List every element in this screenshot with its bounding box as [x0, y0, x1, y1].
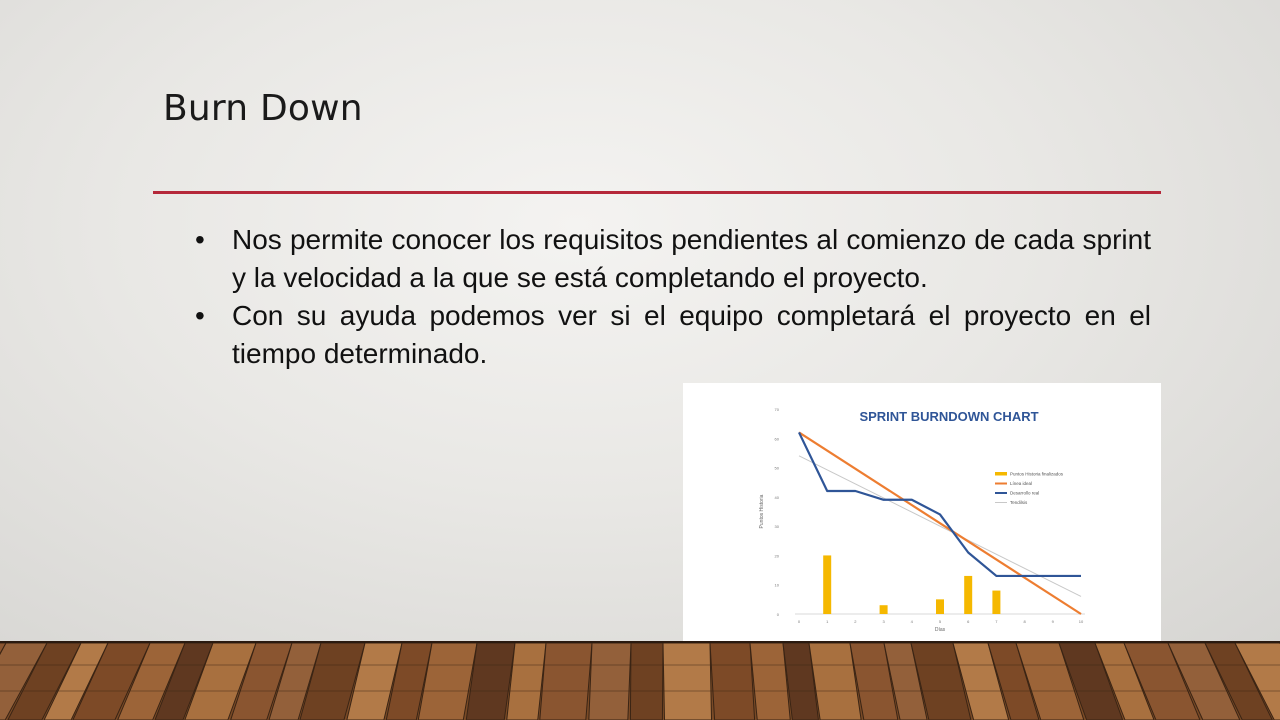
- x-tick-label: 4: [910, 619, 913, 624]
- floor-plank: [630, 643, 663, 720]
- x-tick-label: 0: [797, 619, 801, 624]
- legend-swatch: [995, 472, 1007, 476]
- x-tick-label: 3: [882, 619, 885, 624]
- y-tick-label: 30: [774, 524, 779, 530]
- x-tick-label: 8: [1023, 619, 1026, 624]
- x-tick-label: 1: [826, 619, 829, 624]
- x-tick-label: 10: [1078, 619, 1084, 624]
- floor-plank: [589, 643, 631, 720]
- chart-bar: [823, 555, 831, 614]
- burndown-chart: [683, 383, 1161, 641]
- slide-title: Burn Down: [163, 88, 363, 129]
- y-tick-label: 70: [774, 407, 779, 412]
- legend-label: Tendilsis: [1010, 500, 1028, 506]
- x-tick-label: 6: [967, 619, 970, 624]
- chart-bar: [992, 591, 1000, 614]
- chart-bar: [964, 576, 972, 614]
- x-tick-label: 2: [854, 619, 857, 624]
- y-tick-label: 50: [774, 465, 779, 471]
- title-divider: [153, 191, 1161, 194]
- burndown-chart-image: [683, 383, 1161, 641]
- y-tick-label: 10: [774, 582, 779, 588]
- chart-bar: [880, 605, 888, 614]
- floor-plank: [540, 643, 592, 720]
- y-tick-label: 20: [774, 553, 779, 559]
- floor-plank: [710, 643, 755, 720]
- legend-label: Línea ideal: [1010, 481, 1033, 487]
- bullet-text: Con su ayuda podemos ver si el equipo completará el proyecto en el tiempo determinado.: [232, 300, 1151, 369]
- bullet-dot-icon: •: [195, 300, 205, 331]
- floor-plank: [663, 643, 712, 720]
- bullet-list: [195, 221, 1151, 373]
- x-tick-label: 5: [938, 619, 942, 624]
- legend-label: Puntos Historia finalizados: [1010, 471, 1064, 477]
- wood-floor-planks: [0, 643, 1280, 720]
- legend-label: Desarrollo real: [1010, 490, 1040, 496]
- bullet-item: [195, 297, 1151, 373]
- y-tick-label: 0: [776, 612, 779, 617]
- bullet-item: [195, 221, 1151, 297]
- x-tick-label: 9: [1051, 619, 1054, 624]
- chart-title: SPRINT BURNDOWN CHART: [859, 409, 1039, 424]
- chart-bar: [936, 599, 944, 614]
- series-line: [799, 432, 1081, 614]
- series-line: [799, 432, 1081, 576]
- x-axis-title: Días: [934, 627, 946, 633]
- y-axis-title: Puntos Historia: [759, 494, 765, 529]
- wood-floor: [0, 643, 1280, 720]
- bullet-text: Nos permite conocer los requisitos pendientes al comienzo de cada sprint y la velocidad a la que se está completando el proyecto.: [232, 224, 1151, 293]
- bullet-dot-icon: •: [195, 224, 205, 255]
- y-tick-label: 60: [774, 436, 779, 442]
- x-tick-label: 7: [995, 619, 998, 624]
- y-tick-label: 40: [774, 494, 779, 500]
